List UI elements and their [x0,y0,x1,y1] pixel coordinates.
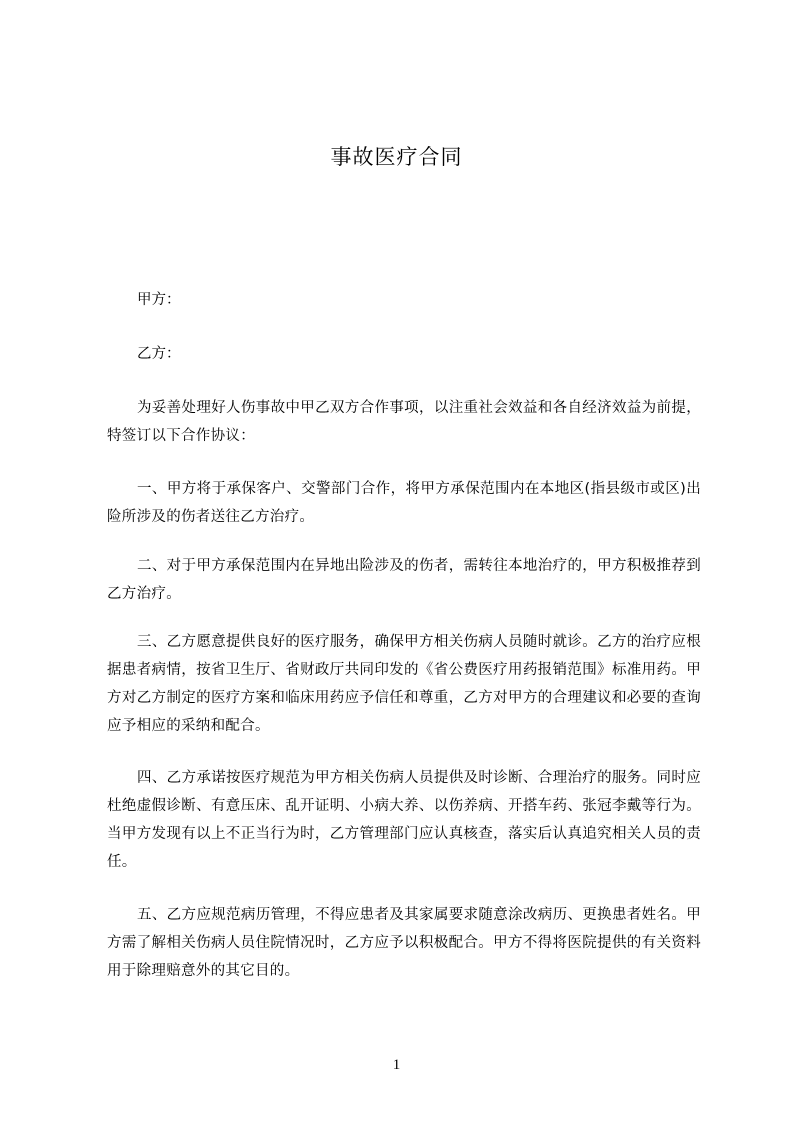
page-number: 1 [392,1057,401,1073]
clause-1-paragraph: 一、甲方将于承保客户、交警部门合作，将甲方承保范围内在本地区(指县级市或区)出险所涉及的伤者送往乙方治疗。 [107,481,701,525]
document-title: 事故医疗合同 [330,145,463,169]
clause-5-paragraph: 五、乙方应规范病历管理，不得应患者及其家属要求随意涂改病历、更换患者姓名。甲方需了解相关伤病人员住院情况时，乙方应予以积极配合。甲方不得将医院提供的有关资料用于除理赔意外的其它目的。 [107,907,701,979]
party-a-label: 甲方： [137,292,181,308]
clause-3-paragraph: 三、乙方愿意提供良好的医疗服务，确保甲方相关伤病人员随时就诊。乙方的治疗应根据患者病情，按省卫生厅、省财政厅共同印发的《省公费医疗用药报销范围》标准用药。甲方对乙方制定的医疗方案和临床用药应予信任和尊重，乙方对甲方的合理建议和必要的查询应予相应的采纳和配合。 [107,634,701,734]
party-b-label: 乙方： [137,346,181,362]
intro-paragraph: 为妥善处理好人伤事故中甲乙双方合作事项，以注重社会效益和各自经济效益为前提，特签订以下合作协议： [107,400,701,444]
clause-2-paragraph: 二、对于甲方承保范围内在异地出险涉及的伤者，需转往本地治疗的，甲方积极推荐到乙方治疗。 [107,558,701,602]
clause-4-paragraph: 四、乙方承诺按医疗规范为甲方相关伤病人员提供及时诊断、合理治疗的服务。同时应杜绝虚假诊断、有意压床、乱开证明、小病大养、以伤养病、开搭车药、张冠李戴等行为。当甲方发现有以上不正当行为时，乙方管理部门应认真核查，落实后认真追究相关人员的责任。 [107,770,701,870]
